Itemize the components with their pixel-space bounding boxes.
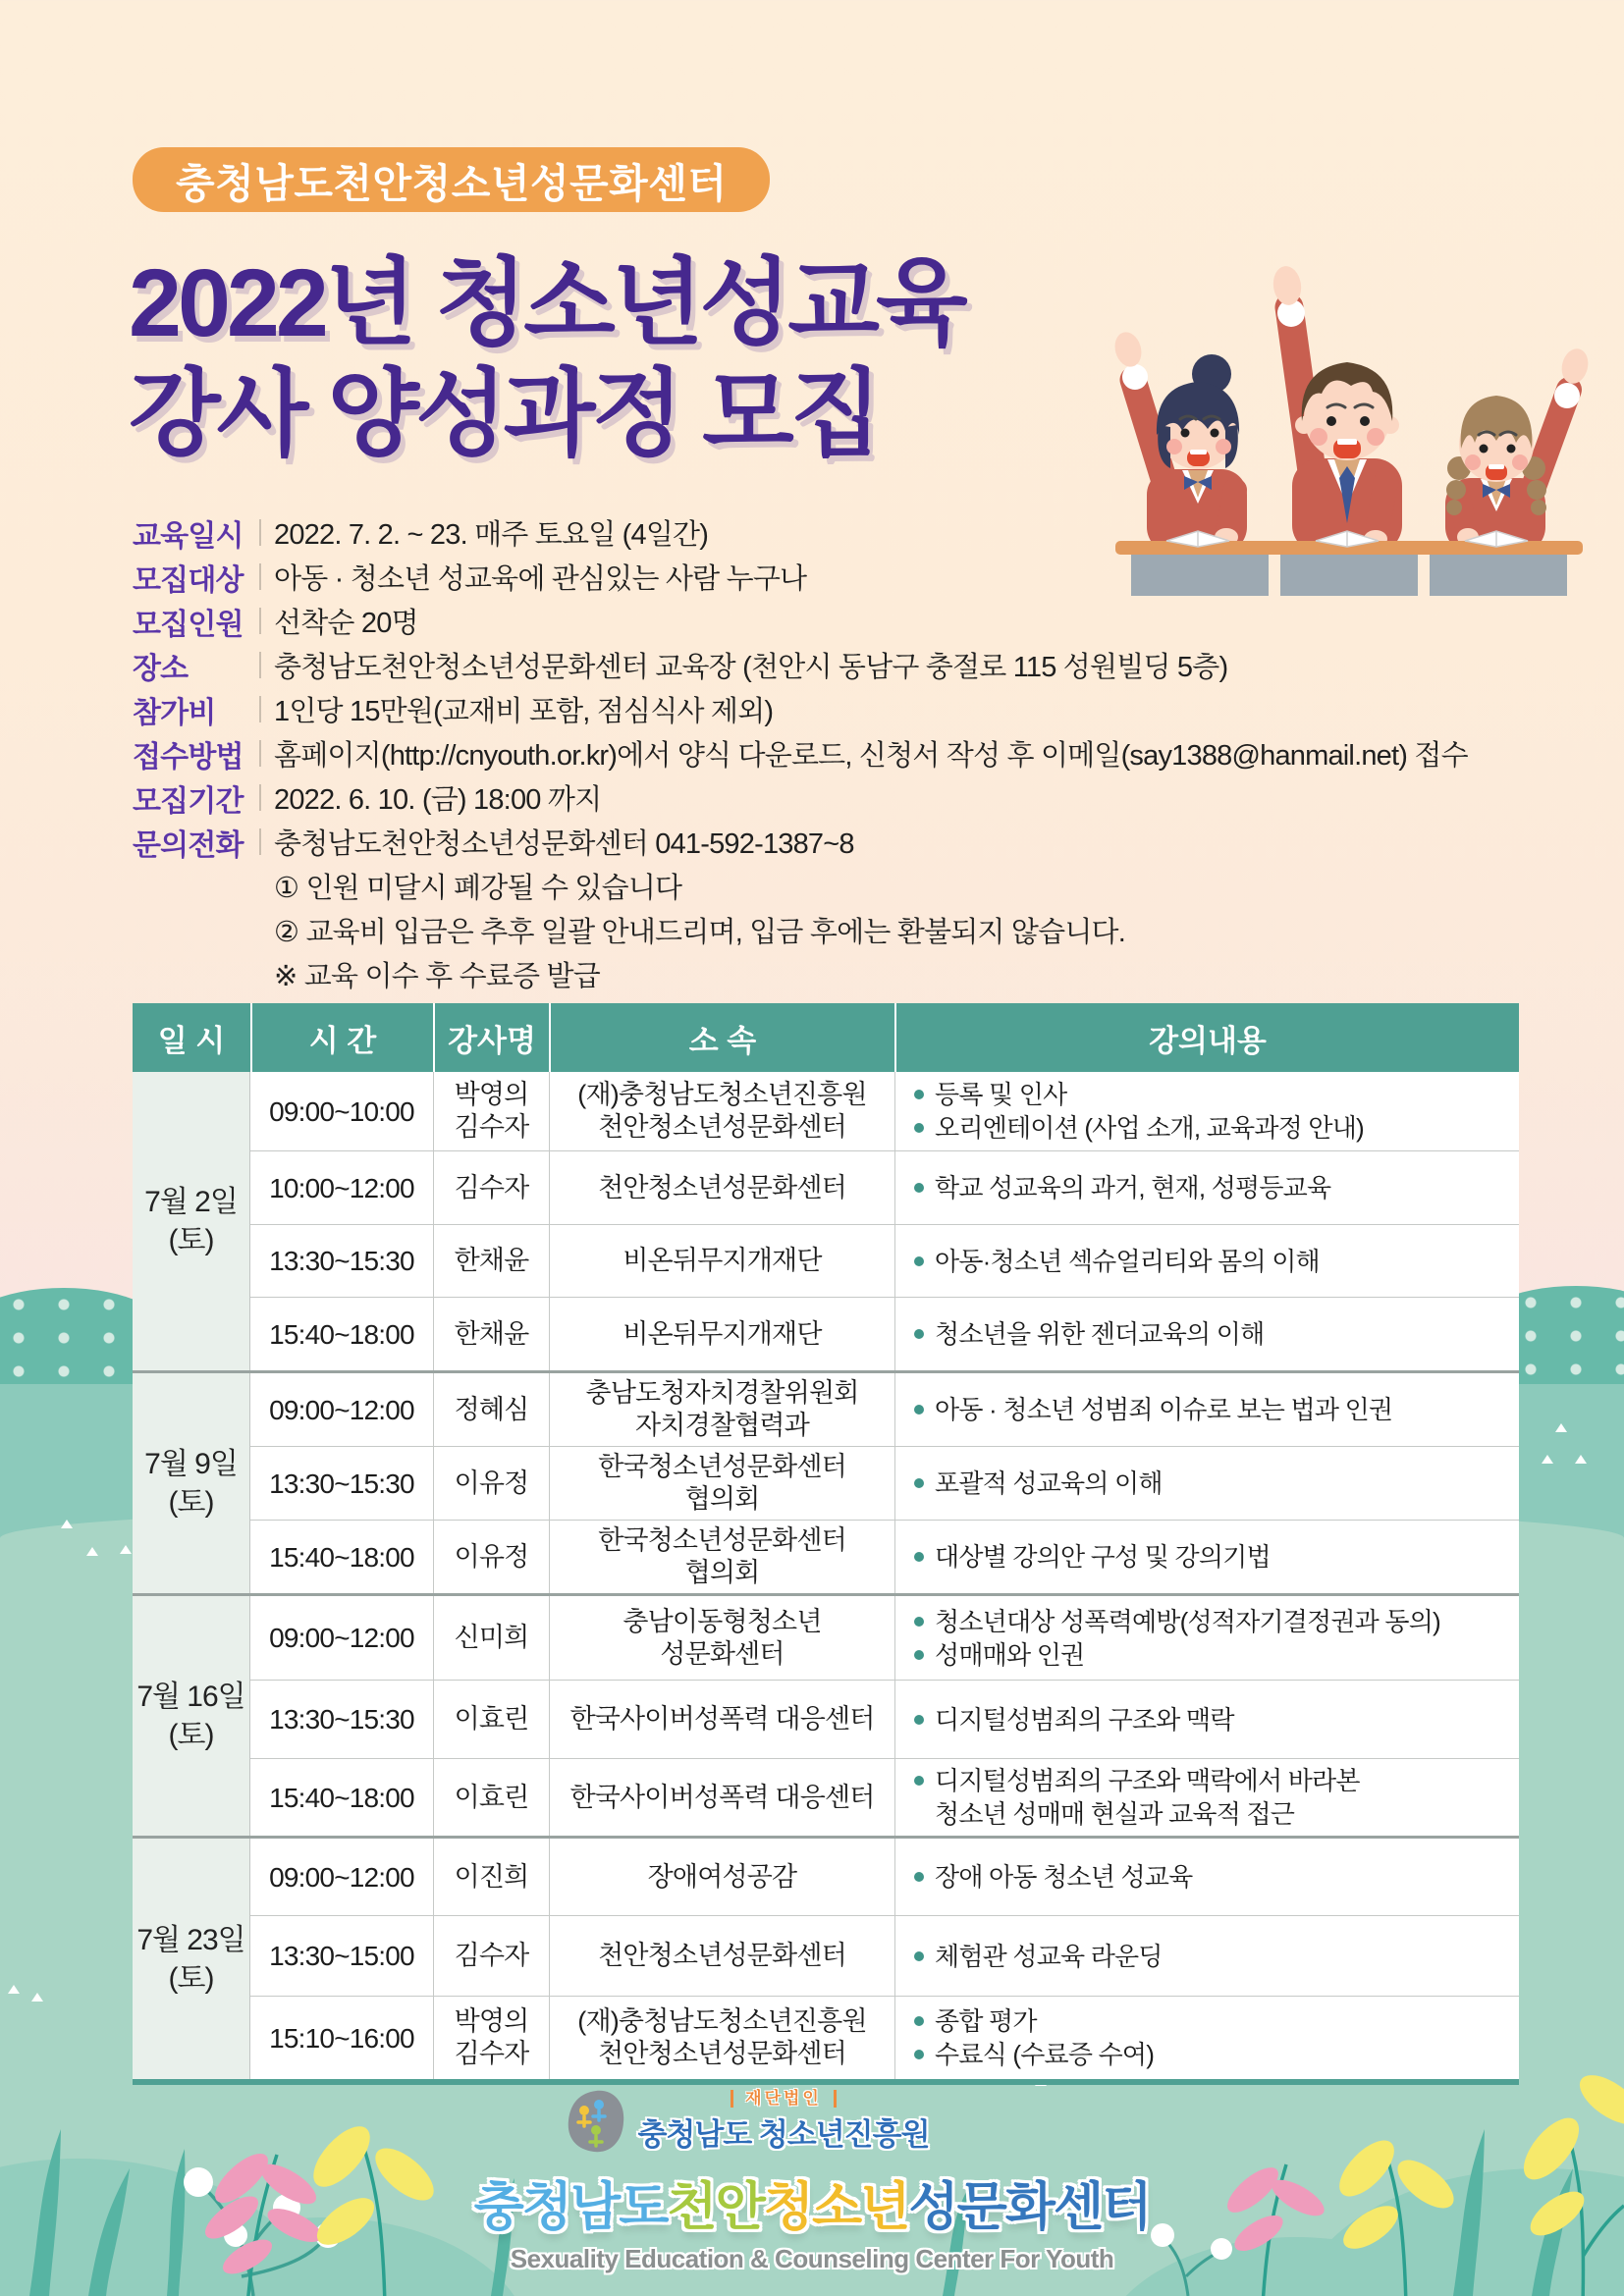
topics-cell — [894, 1759, 1519, 1836]
info-label: 모집인원 — [133, 608, 244, 641]
org-cell — [549, 1759, 894, 1836]
program-info-list — [133, 510, 1468, 996]
topics-cell — [894, 1681, 1519, 1758]
time-cell: 09:00~10:00 — [269, 1095, 414, 1127]
time-cell: 09:00~12:00 — [269, 1394, 414, 1425]
info-row — [133, 643, 1468, 687]
divider — [259, 828, 261, 855]
text-line: 이효린 — [454, 1704, 529, 1734]
info-row — [133, 820, 1468, 864]
org-badge — [133, 147, 770, 212]
table-row — [250, 1520, 1519, 1593]
table-row — [250, 1915, 1519, 1996]
info-row — [133, 731, 1468, 775]
day-text: (토) — [168, 1961, 214, 1995]
header-time: 시 간 — [250, 1003, 433, 1072]
instructor-cell — [433, 1759, 549, 1836]
table-row — [250, 1446, 1519, 1520]
page-title — [129, 247, 964, 469]
org-cell — [549, 1225, 894, 1297]
topics-cell — [894, 1225, 1519, 1297]
topic-item — [911, 1860, 1192, 1894]
topics-cell — [894, 1596, 1519, 1680]
topics-cell — [894, 1373, 1519, 1446]
topics-cell — [894, 1521, 1519, 1593]
instructor-cell — [433, 1151, 549, 1224]
day-text: (토) — [168, 1719, 214, 1751]
time-cell: 10:00~12:00 — [269, 1172, 414, 1203]
table-row — [250, 1596, 1519, 1680]
info-value: 충청남도천안청소년성문화센터 041-592-1387~8 — [274, 828, 854, 860]
text-line: 한국청소년성문화센터 — [598, 1525, 846, 1555]
divider — [259, 740, 261, 767]
text-line: 이진희 — [454, 1861, 529, 1892]
text-line: 학교 성교육의 과거, 현재, 성평등교육 — [935, 1173, 1331, 1202]
tiny-tree-icon — [1555, 1423, 1567, 1432]
org-cell — [549, 1373, 894, 1446]
org-cell — [549, 1997, 894, 2079]
topic-item — [911, 1940, 1163, 1973]
time-cell: 13:30~15:30 — [269, 1468, 414, 1499]
table-row — [250, 1224, 1519, 1297]
foundation-name: 충청남도 청소년진흥원 — [637, 2116, 930, 2152]
tiny-tree-icon — [1542, 1455, 1553, 1464]
text-line: 비온뒤무지개재단 — [623, 1318, 822, 1349]
text-line: 성매매와 인권 — [935, 1639, 1085, 1670]
title-line-2: 강사 양성과정 모집 — [129, 360, 879, 467]
text-line: 김수자 — [454, 1172, 529, 1202]
info-label: 문의전화 — [133, 828, 244, 862]
topic-item — [911, 1245, 1320, 1278]
instructor-cell — [433, 1997, 549, 2079]
date-cell — [133, 1373, 250, 1593]
date-cell — [133, 1839, 250, 2079]
time-cell: 13:30~15:30 — [269, 1246, 414, 1276]
info-value: 충청남도천안청소년성문화센터 교육장 (천안시 동남구 충절로 115 성원빌딩 5층) — [274, 652, 1228, 683]
org-cell — [549, 1447, 894, 1520]
org-cell — [549, 1839, 894, 1915]
text-line: 협의회 — [684, 1558, 760, 1587]
schedule-group-jul16 — [133, 1593, 1519, 1836]
text-line: 천안청소년성문화센터 — [598, 2039, 846, 2068]
instructor-cell — [433, 1681, 549, 1758]
text-line: 천안청소년성문화센터 — [598, 1112, 846, 1142]
text-line: 체험관 성교육 라운딩 — [935, 1941, 1163, 1971]
org-cell — [549, 1916, 894, 1996]
date-cell — [133, 1596, 250, 1836]
text-line: 청소년 성매매 현실과 교육적 접근 — [935, 1799, 1295, 1829]
date-cell — [133, 1072, 250, 1370]
instructor-cell — [433, 1447, 549, 1520]
info-note: ② 교육비 입금은 추후 일괄 안내드리며, 입금 후에는 환불되지 않습니다. — [274, 917, 1126, 948]
text-line: 천안청소년성문화센터 — [598, 1941, 846, 1970]
info-value: 아동 · 청소년 성교육에 관심있는 사람 누구나 — [274, 563, 807, 595]
topic-item — [911, 1467, 1163, 1500]
text-line: 충남이동형청소년 — [623, 1606, 822, 1636]
text-line: 한국사이버성폭력 대응센터 — [569, 1704, 875, 1734]
time-cell: 09:00~12:00 — [269, 1623, 414, 1653]
schedule-group-jul2 — [133, 1072, 1519, 1370]
divider — [259, 519, 261, 546]
header-instructor: 강사명 — [433, 1003, 549, 1072]
text-line: 장애여성공감 — [647, 1861, 797, 1892]
text-line: 포괄적 성교육의 이해 — [935, 1468, 1163, 1498]
tiny-tree-icon — [61, 1520, 73, 1528]
info-label: 모집기간 — [133, 784, 244, 818]
info-row — [133, 775, 1468, 820]
text-line: 이유정 — [454, 1541, 529, 1572]
day-text: (토) — [168, 1486, 214, 1519]
info-note: ① 인원 미달시 폐강될 수 있습니다 — [274, 873, 682, 904]
time-cell: 13:30~15:00 — [269, 1941, 414, 1971]
time-cell: 15:40~18:00 — [269, 1318, 414, 1350]
topics-cell — [894, 1447, 1519, 1520]
table-row — [250, 1150, 1519, 1224]
info-label: 모집대상 — [133, 563, 244, 597]
table-row — [250, 1758, 1519, 1836]
org-cell — [549, 1298, 894, 1370]
topic-item — [911, 2004, 1154, 2038]
text-line: 충남도청자치경찰위원회 — [585, 1378, 859, 1408]
text-line: 협의회 — [684, 1484, 760, 1514]
text-line: 종합 평가 — [935, 2006, 1037, 2036]
text-line: 한채윤 — [454, 1318, 529, 1349]
text-line: 이효린 — [454, 1782, 529, 1812]
instructor-cell — [433, 1839, 549, 1915]
foundation-emblem-icon — [567, 2089, 625, 2154]
date-text: 7월 9일 — [144, 1448, 238, 1480]
topic-item — [911, 1703, 1234, 1736]
table-header-row — [133, 1003, 1519, 1072]
topic-item — [911, 1764, 1360, 1831]
header-date: 일 시 — [157, 1023, 226, 1058]
topic-item — [911, 1638, 1440, 1672]
date-text: 7월 23일 — [136, 1923, 245, 1956]
info-row — [133, 555, 1468, 599]
table-row — [250, 1373, 1519, 1446]
info-row — [133, 687, 1468, 731]
instructor-cell — [433, 1225, 549, 1297]
center-name-part: 성문화센터 — [908, 2178, 1151, 2236]
time-cell: 13:30~15:30 — [269, 1704, 414, 1735]
text-line: 박영의 — [454, 2006, 529, 2036]
header-org: 소 속 — [549, 1003, 894, 1072]
text-line: 한국사이버성폭력 대응센터 — [569, 1782, 875, 1812]
instructor-cell — [433, 1521, 549, 1593]
center-name-part: 청소년 — [763, 2178, 909, 2236]
center-name-english: Sexuality Education & Counseling Center For Youth — [510, 2244, 1114, 2273]
schedule-table — [133, 1003, 1519, 2085]
topics-cell — [894, 1298, 1519, 1370]
topic-item — [911, 1540, 1271, 1574]
org-cell — [549, 1681, 894, 1758]
text-line: 디지털성범죄의 구조와 맥락에서 바라본 — [935, 1766, 1360, 1795]
tiny-tree-icon — [86, 1547, 98, 1556]
date-text: 7월 2일 — [144, 1186, 238, 1218]
text-line: 이유정 — [454, 1468, 529, 1498]
text-line: 청소년을 위한 젠더교육의 이해 — [935, 1319, 1265, 1349]
text-line: 아동·청소년 섹슈얼리티와 몸의 이해 — [935, 1246, 1320, 1276]
org-cell — [549, 1521, 894, 1593]
text-line: (재)충청남도청소년진흥원 — [577, 1080, 867, 1109]
table-row — [250, 1072, 1519, 1150]
text-line: 정혜심 — [454, 1394, 529, 1424]
center-name-part: 천안 — [667, 2178, 764, 2236]
info-value: 홈페이지(http://cnyouth.or.kr)에서 양식 다운로드, 신청서 작성 후 이메일(say1388@hanmail.net) 접수 — [274, 740, 1468, 772]
table-row — [250, 1996, 1519, 2079]
divider — [259, 608, 261, 634]
text-line: 등록 및 인사 — [935, 1080, 1067, 1109]
info-note: ※ 교육 이수 후 수료증 발급 — [274, 961, 600, 992]
student-boy-center — [1271, 264, 1402, 553]
tiny-tree-icon — [120, 1545, 132, 1554]
topic-item — [911, 1171, 1330, 1204]
info-label: 교육일시 — [133, 519, 244, 553]
table-row — [250, 1297, 1519, 1370]
topics-cell — [894, 1916, 1519, 1996]
foundation-lockup — [567, 2089, 929, 2154]
topic-item — [911, 2038, 1154, 2071]
text-line: 디지털성범죄의 구조와 맥락 — [935, 1704, 1234, 1735]
org-cell — [549, 1072, 894, 1150]
topics-cell — [894, 1072, 1519, 1150]
table-row — [250, 1680, 1519, 1758]
schedule-group-jul9 — [133, 1370, 1519, 1593]
org-badge-label: 충청남도천안청소년성문화센터 — [176, 160, 728, 206]
info-label: 접수방법 — [133, 740, 244, 774]
header-topic: 강의내용 — [894, 1003, 1519, 1072]
text-line: 박영의 — [454, 1080, 529, 1109]
org-cell — [549, 1151, 894, 1224]
text-line: 대상별 강의안 구성 및 강의기법 — [935, 1542, 1271, 1572]
instructor-cell — [433, 1298, 549, 1370]
text-line: 김수자 — [454, 1941, 529, 1970]
text-line: 청소년대상 성폭력예방(성적자기결정권과 동의) — [935, 1606, 1440, 1636]
instructor-cell — [433, 1916, 549, 1996]
instructor-cell — [433, 1373, 549, 1446]
time-cell: 15:10~16:00 — [269, 2022, 414, 2054]
instructor-cell — [433, 1072, 549, 1150]
info-row — [133, 510, 1468, 555]
text-line: 천안청소년성문화센터 — [598, 1172, 846, 1202]
instructor-cell — [433, 1596, 549, 1680]
text-line: 성문화센터 — [660, 1638, 785, 1669]
date-text: 7월 16일 — [136, 1681, 245, 1713]
footer-logo-block — [0, 2089, 1624, 2274]
text-line: 아동 · 청소년 성범죄 이슈로 보는 법과 인권 — [935, 1395, 1393, 1424]
title-line-1: 2022년 청소년성교육 — [129, 249, 964, 356]
info-value: 2022. 7. 2. ~ 23. 매주 토요일 (4일간) — [274, 519, 709, 551]
topics-cell — [894, 1839, 1519, 1915]
table-row — [250, 1839, 1519, 1915]
topic-item — [911, 1317, 1264, 1351]
topics-cell — [894, 1997, 1519, 2079]
info-value: 선착순 20명 — [274, 608, 418, 639]
text-line: 김수자 — [454, 2039, 529, 2068]
text-line: 비온뒤무지개재단 — [623, 1246, 822, 1275]
text-line: 장애 아동 청소년 성교육 — [935, 1862, 1193, 1892]
text-line: 한국청소년성문화센터 — [598, 1452, 846, 1481]
foundation-tag: 재단법인 — [731, 2090, 837, 2108]
day-text: (토) — [168, 1224, 214, 1256]
text-line: 신미희 — [454, 1623, 529, 1652]
text-line: 수료식 (수료증 수여) — [935, 2040, 1155, 2069]
org-cell — [549, 1596, 894, 1680]
topics-cell — [894, 1151, 1519, 1224]
text-line: 김수자 — [454, 1112, 529, 1142]
time-cell: 15:40~18:00 — [269, 1782, 414, 1813]
divider — [259, 563, 261, 590]
divider — [259, 696, 261, 722]
divider — [259, 652, 261, 678]
text-line: 자치경찰협력과 — [635, 1411, 809, 1440]
text-line: (재)충청남도청소년진흥원 — [577, 2006, 867, 2036]
info-value: 1인당 15만원(교재비 포함, 점심식사 제외) — [274, 696, 774, 727]
info-value: 2022. 6. 10. (금) 18:00 까지 — [274, 784, 602, 816]
topic-item — [911, 1111, 1364, 1145]
text-line: 한채윤 — [454, 1246, 529, 1275]
schedule-group-jul23 — [133, 1836, 1519, 2079]
topic-item — [911, 1078, 1364, 1111]
tiny-tree-icon — [1575, 1455, 1587, 1464]
info-label: 장소 — [133, 652, 189, 685]
time-cell: 09:00~12:00 — [269, 1861, 414, 1893]
time-cell: 15:40~18:00 — [269, 1541, 414, 1573]
center-name — [474, 2165, 1151, 2240]
topic-item — [911, 1393, 1392, 1426]
text-line: 오리엔테이션 (사업 소개, 교육과정 안내) — [935, 1113, 1364, 1143]
topic-item — [911, 1605, 1440, 1638]
info-label: 참가비 — [133, 696, 216, 729]
info-row — [133, 599, 1468, 643]
center-name-part: 충청남도 — [473, 2178, 668, 2236]
divider — [259, 784, 261, 811]
